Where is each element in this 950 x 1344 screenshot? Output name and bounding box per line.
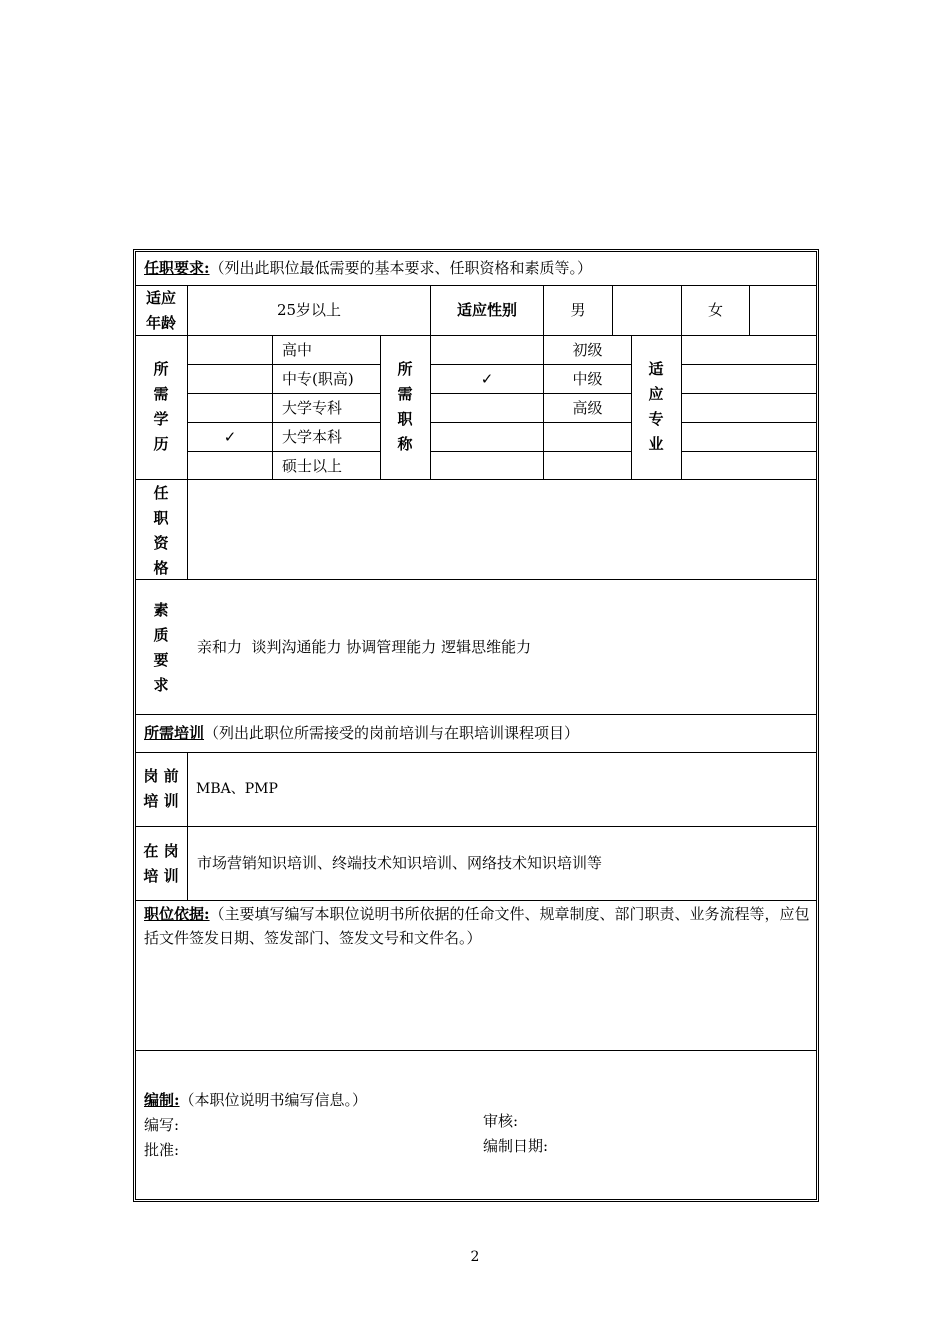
professional-title-label: 所 需 职 称	[397, 360, 413, 453]
age-label: 适应 年龄	[145, 289, 176, 332]
requirements-header	[144, 259, 592, 277]
approver-label: 批准:	[144, 1141, 180, 1159]
basis-note: （主要填写编写本职位说明书所依据的任命文件、规章制度、部门职责、业务流程等，应包括文件签发日期、签发部门、签发文号和文件名。）	[144, 905, 810, 947]
qualification-label: 任 职 资 格	[153, 484, 169, 577]
requirements-note: （列出此职位最低需要的基本要求、任职资格和素质等。）	[209, 259, 593, 277]
education-label: 所 需 学 历	[153, 360, 169, 453]
pre-training-value: MBA、PMP	[196, 781, 278, 797]
education-option-high-school: 高中	[282, 341, 313, 359]
quality-label: 素 质 要 求	[153, 601, 169, 694]
education-option-bachelor: 大学本科	[282, 428, 343, 446]
education-check-icon: ✓	[223, 428, 237, 446]
education-option-vocational: 中专(职高)	[282, 370, 354, 388]
pre-training-label: 岗 前 培 训	[143, 767, 179, 810]
education-option-college: 大学专科	[282, 399, 343, 417]
gender-male: 男	[570, 301, 586, 319]
writer-label: 编写:	[144, 1116, 180, 1134]
title-option-intermediate: 中级	[572, 370, 603, 388]
training-note: （列出此职位所需接受的岗前培训与在职培训课程项目）	[204, 724, 580, 742]
basis-section	[144, 902, 812, 950]
quality-value: 亲和力 谈判沟通能力 协调管理能力 逻辑思维能力	[197, 638, 532, 656]
on-training-value: 市场营销知识培训、终端技术知识培训、网络技术知识培训等	[197, 854, 603, 872]
title-option-junior: 初级	[572, 341, 603, 359]
page-number: 2	[470, 1249, 480, 1265]
age-value: 25岁以上	[276, 301, 342, 319]
gender-label: 适应性别	[456, 301, 517, 319]
education-option-master: 硕士以上	[282, 457, 343, 475]
compile-note: （本职位说明书编写信息。）	[179, 1091, 368, 1109]
compile-title: 编制:	[144, 1091, 180, 1109]
gender-female: 女	[707, 301, 723, 319]
on-training-label: 在 岗 培 训	[143, 842, 179, 885]
major-label: 适 应 专 业	[648, 360, 664, 453]
basis-title: 职位依据:	[144, 905, 210, 923]
compile-date-label: 编制日期:	[483, 1137, 549, 1155]
title-option-senior: 高级	[572, 399, 603, 417]
compile-header	[144, 1091, 367, 1109]
training-title: 所需培训	[144, 724, 205, 742]
title-check-icon: ✓	[480, 370, 494, 388]
training-header	[144, 724, 579, 742]
requirements-title: 任职要求:	[144, 259, 210, 277]
reviewer-label: 审核:	[483, 1112, 519, 1130]
